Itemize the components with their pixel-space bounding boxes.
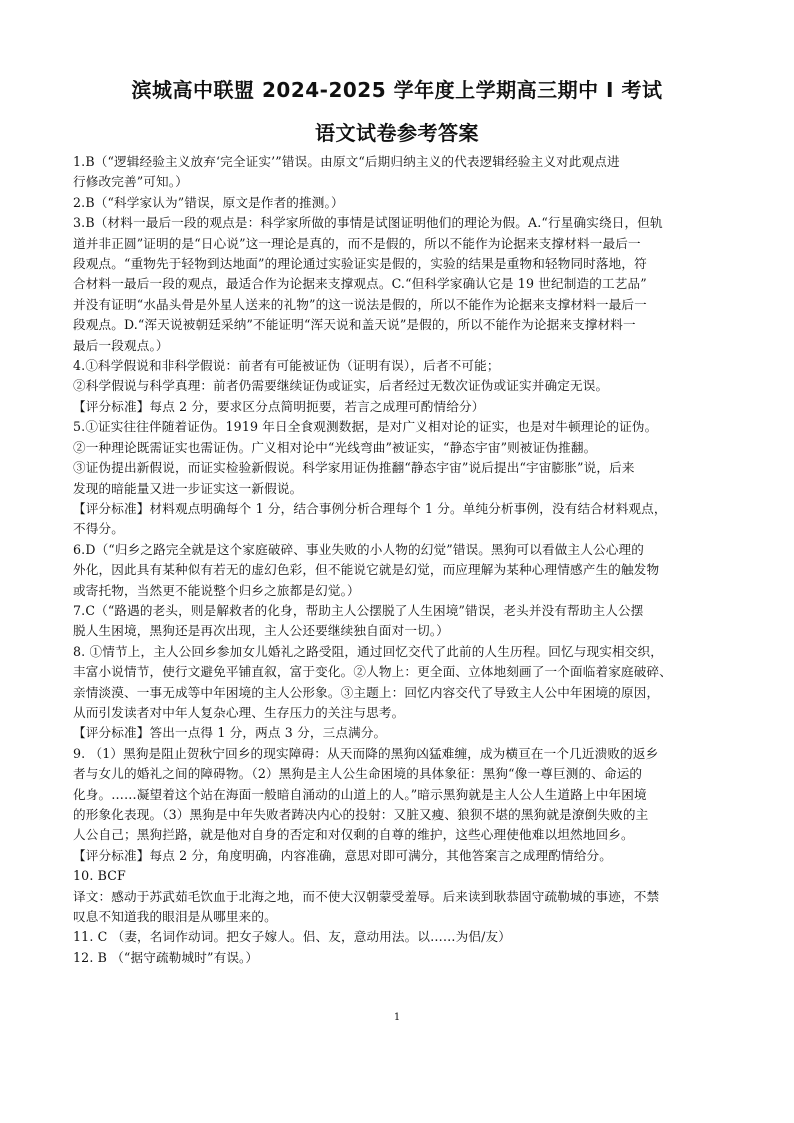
answer-line: 外化，因此具有某种似有若无的虚幻色彩，但不能说它就是幻觉，而应理解为某种心理情感产生的触发物 [73,562,660,578]
answer-item [73,417,713,539]
answer-line: ②一种理论既需证实也需证伪。广义相对论中“光线弯曲”被证实，“静态宇宙”则被证伪推翻。 [73,439,597,455]
answer-line: 【评分标准】材料观点明确每个 1 分，结合事例分析合理每个 1 分。单纯分析事例，没有结合材料观点， [73,500,667,516]
answer-item [73,866,713,927]
answer-item [73,744,713,866]
answer-line: 发现的暗能量又进一步证实这一新假说。 [73,480,303,496]
answer-item [73,356,713,417]
page-subtitle: 语文试卷参考答案 [315,121,479,145]
answer-line: 叹息不知道我的眼泪是从哪里来的。 [73,909,277,925]
answer-line: 4.①科学假说和非科学假说：前者有可能被证伪（证明有误），后者不可能； [73,358,500,374]
answer-line: 化身。……凝望着这个站在海面一般暗自涌动的山道上的人。”暗示黑狗就是主人公人生道路上中年困境 [73,786,647,802]
answer-line: 亲情淡漠、一事无成等中年困境的主人公形象。③主题上：回忆内容交代了导致主人公中年困境的原因， [73,684,660,700]
answer-line: 8. ①情节上，主人公回乡参加女儿婚礼之路受阻，通过回忆交代了此前的人生历程。回忆与现实相交织， [73,643,663,659]
answer-line: ②科学假说与科学真理：前者仍需要继续证伪或证实，后者经过无数次证伪或证实并确定无误。 [73,378,609,394]
answer-line: 丰富小说情节，使行文避免平铺直叙，富于变化。②人物上：更全面、立体地刻画了一个面临着家庭破碎、 [73,664,672,680]
answer-line: 2.B（“科学家认为”错误，原文是作者的推测。） [73,194,344,210]
answer-line: 段观点。“重物先于轻物到达地面”的理论通过实验证实是假的，实验的结果是重物和轻物同时落地，符 [73,256,647,272]
answer-line: 译文：感动于苏武茹毛饮血于北海之地，而不使大汉朝蒙受羞辱。后来读到耿恭固守疏勒城的事迹，不禁 [73,888,660,904]
answer-line: 【评分标准】答出一点得 1 分，两点 3 分，三点满分。 [73,725,387,741]
answer-line: 1.B（“逻辑经验主义放弃‘完全证实’”错误。由原文“后期归纳主义的代表逻辑经验主义对此观点进 [73,154,620,169]
answer-item [73,642,713,744]
answer-line: 合材料一最后一段的观点，最适合作为论据来支撑观点。C.“但科学家确认它是 19 世纪制造的工艺品” [73,276,647,292]
answer-line: 段观点。D.“浑天说被朝廷采纳”不能证明“浑天说和盖天说”是假的，所以不能作为论据来支撑材料一 [73,317,636,333]
answer-item [73,213,713,356]
answer-line: 从而引发读者对中年人复杂心理、生存压力的关注与思考。 [73,704,405,720]
answer-line: 【评分标准】每点 2 分，要求区分点简明扼要，若言之成理可酌情给分） [73,398,485,414]
page-number: 1 [393,1012,401,1023]
answer-line: 3.B（材料一最后一段的观点是：科学家所做的事情是试图证明他们的理论为假。A.“行星确实绕日，但轨 [73,215,663,231]
answer-item [73,948,713,968]
answer-line: 行修改完善”可知。） [73,174,188,190]
answer-line: ③证伪提出新假说，而证实检验新假说。科学家用证伪推翻“静态宇宙”说后提出“宇宙膨胀”说，后来 [73,460,635,476]
answer-line: 5.①证实往往伴随着证伪。1919 年日全食观测数据，是对广义相对论的证实，也是对牛顿理论的证伪。 [73,419,658,435]
answer-line: 9. （1）黑狗是阻止贺秋宁回乡的现实障碍：从天而降的黑狗凶猛难缠，成为横亘在一个几近溃败的返乡 [73,745,659,761]
answer-line: 者与女儿的婚礼之间的障碍物。（2）黑狗是主人公生命困境的具体象征：黑狗“像一尊巨测的、命运的 [73,766,643,782]
answer-line: 12. B （“据守疏勒城时”有误。） [73,949,259,965]
answer-line: 道并非正圆”证明的是“日心说”这一理论是真的，而不是假的，所以不能作为论据来支撑材料一最后一 [73,235,641,251]
answer-line: 并没有证明“水晶头骨是外星人送来的礼物”的这一说法是假的，所以不能作为论据来支撑材料一最后一 [73,296,647,312]
answer-line: 人公自己；黑狗拦路，就是他对自身的否定和对仅剩的自尊的维护，这些心理使他难以坦然地回乡。 [73,827,634,843]
answer-line: 的形象化表现。（3）黑狗是中年失败者踌决内心的投射：又脏又瘦、狼狈不堪的黑狗就是潦倒失败的主 [73,807,649,822]
answer-line: 脱人生困境，黑狗还是再次出现，主人公还要继续独自面对一切。） [73,623,450,639]
answer-line: 7.C（“路遇的老头，则是解救者的化身，帮助主人公摆脱了人生困境”错误，老头并没有帮助主人公摆 [73,602,644,618]
page-title: 滨城高中联盟 2024-2025 学年度上学期高三期中 I 考试 [131,78,663,102]
answer-item [73,927,713,947]
answer-item [73,601,713,642]
answer-list [73,152,713,968]
answer-line: 10. BCF [73,868,126,884]
answer-line: 6.D（“归乡之路完全就是这个家庭破碎、事业失败的小人物的幻觉”错误。黑狗可以看做主人公心理的 [73,541,644,557]
answer-item [73,152,713,193]
answer-line: 最后一段观点。） [73,337,169,353]
answer-item [73,193,713,213]
answer-line: 或寄托物，当然更不能说整个归乡之旅都是幻觉。） [73,582,360,598]
answer-line: 不得分。 [73,521,124,537]
answer-line: 【评分标准】每点 2 分，角度明确，内容准确，意思对即可满分，其他答案言之成理酌情给分。 [73,847,612,863]
answer-line: 11. C （妻，名词作动词。把女子嫁人。侣、友，意动用法。以……为侣/友） [73,929,512,945]
answer-item [73,540,713,601]
